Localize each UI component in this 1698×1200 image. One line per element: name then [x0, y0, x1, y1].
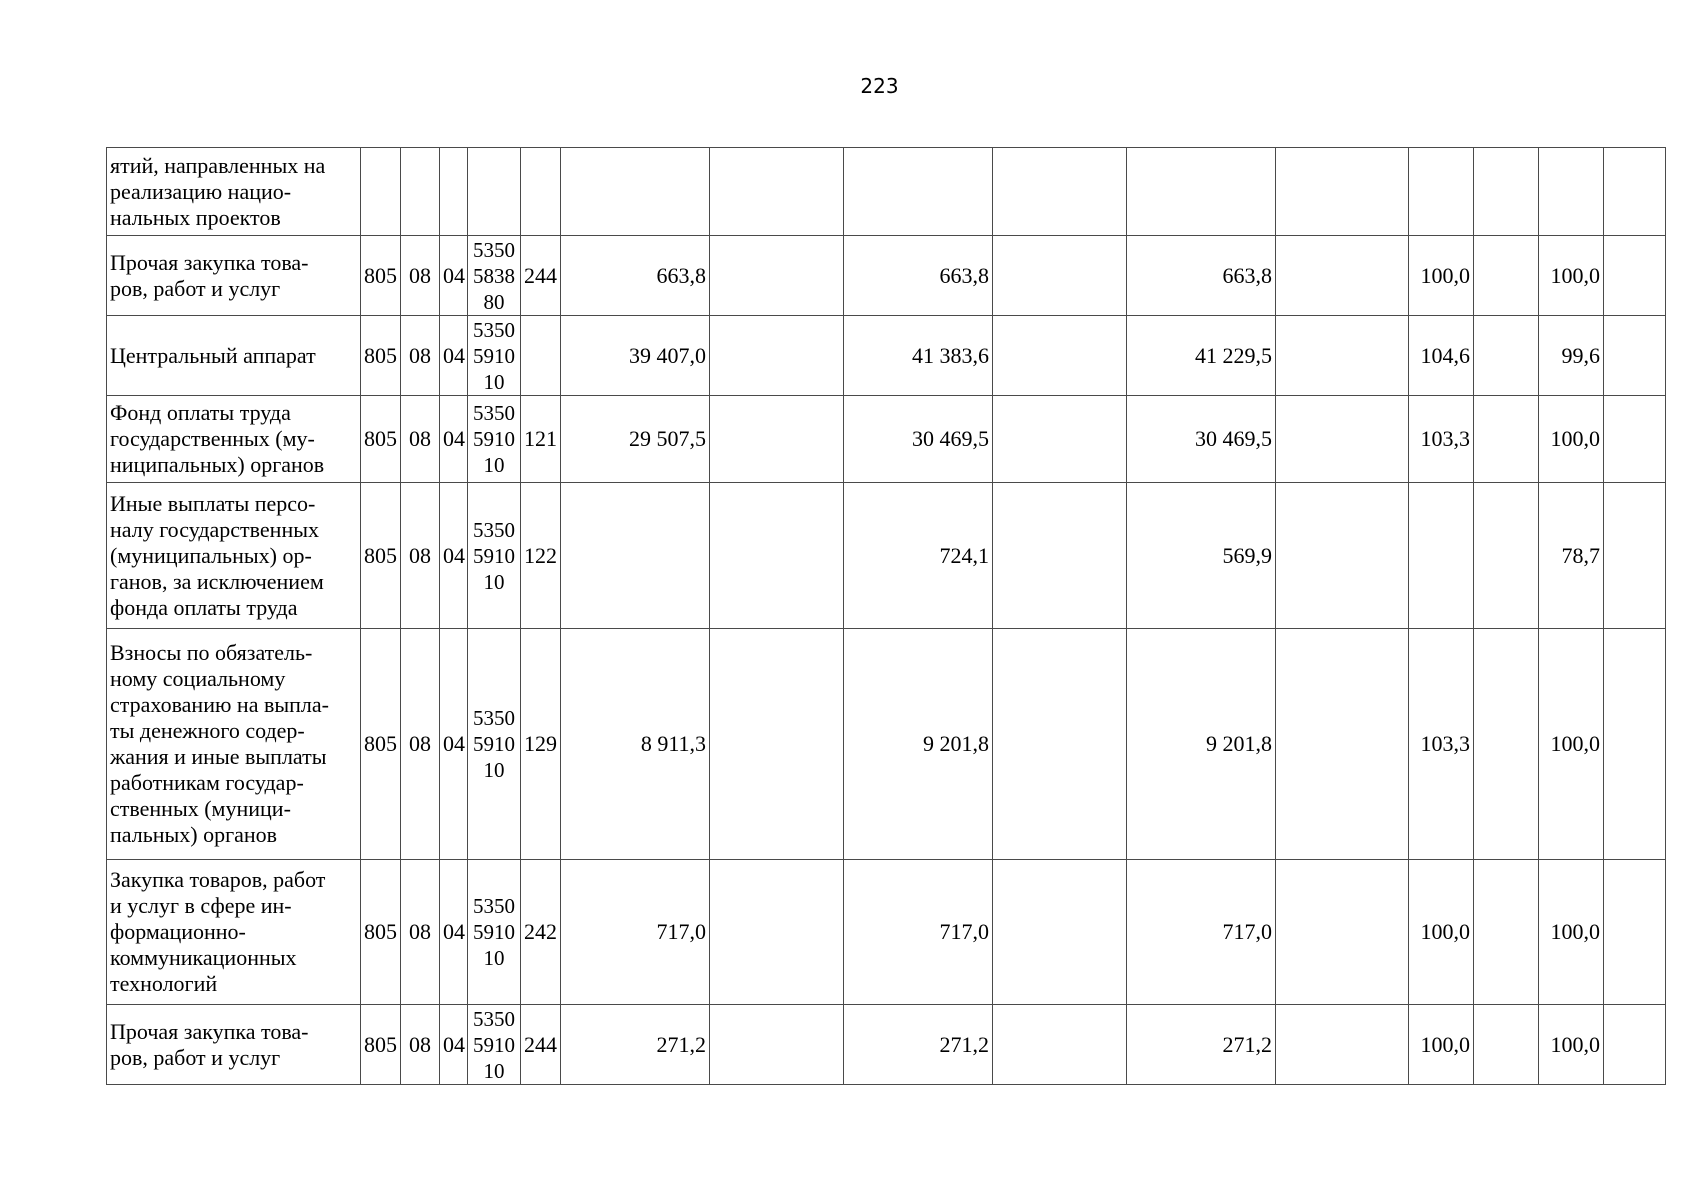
row-name-line: страхованию на выпла- [110, 692, 329, 717]
target-article-line: 5910 [473, 427, 515, 451]
target-article-line: 5350 [473, 317, 515, 342]
row-name-line: налу государственных [110, 516, 320, 542]
empty-cell [1276, 148, 1409, 236]
table-row [107, 629, 1666, 860]
target-article-line: 5350 [473, 706, 515, 730]
subsection-code-cell [440, 148, 468, 236]
plan-amount-cell [561, 148, 710, 236]
row-name-line: ному социальному [110, 666, 286, 691]
ved-code-cell: 805 [361, 236, 401, 316]
row-name-line: пальных) органов [110, 822, 278, 847]
target-article-cell [468, 629, 521, 860]
executed-amount-cell: 569,9 [1127, 483, 1276, 629]
target-article-line: 5350 [473, 894, 515, 918]
row-name-line: ниципальных) органов [110, 452, 325, 477]
row-name-cell [107, 316, 361, 396]
empty-cell [993, 316, 1127, 396]
subsection-code-cell: 04 [440, 316, 468, 396]
table-row [107, 483, 1666, 629]
table-row [107, 1005, 1666, 1085]
section-code-cell: 08 [401, 236, 440, 316]
executed-amount-cell: 271,2 [1127, 1005, 1276, 1085]
empty-cell [710, 236, 844, 316]
row-name-line: Закупка товаров, работ [110, 867, 326, 892]
section-code-cell: 08 [401, 316, 440, 396]
row-name-cell [107, 1005, 361, 1085]
expense-type-cell: 244 [521, 1005, 561, 1085]
table-row [107, 396, 1666, 483]
empty-cell [1276, 396, 1409, 483]
empty-cell [1474, 236, 1539, 316]
target-article-cell [468, 860, 521, 1005]
target-article-cell [468, 396, 521, 483]
plan-amount-cell [561, 483, 710, 629]
target-article-cell [468, 483, 521, 629]
row-name-cell [107, 396, 361, 483]
section-code-cell: 08 [401, 860, 440, 1005]
row-name-line: Фонд оплаты труда [110, 400, 291, 425]
row-name-line: реализацию нацио- [110, 178, 292, 204]
empty-cell [1474, 396, 1539, 483]
executed-amount-cell [1127, 148, 1276, 236]
empty-cell [710, 316, 844, 396]
section-code-cell: 08 [401, 396, 440, 483]
empty-cell [993, 396, 1127, 483]
percent-of-refined-cell: 100,0 [1539, 1005, 1604, 1085]
refined-amount-cell: 663,8 [844, 236, 993, 316]
expense-type-cell: 121 [521, 396, 561, 483]
row-name-cell [107, 483, 361, 629]
expense-type-cell [521, 148, 561, 236]
refined-amount-cell [844, 148, 993, 236]
percent-of-refined-cell: 100,0 [1539, 629, 1604, 860]
empty-cell [710, 629, 844, 860]
empty-cell [1474, 316, 1539, 396]
row-name-line: формационно- [110, 919, 246, 944]
target-article-cell [468, 1005, 521, 1085]
target-article-cell [468, 316, 521, 396]
subsection-code-cell: 04 [440, 396, 468, 483]
target-article-line: 5910 [473, 732, 515, 756]
ved-code-cell: 805 [361, 1005, 401, 1085]
percent-of-plan-cell: 100,0 [1409, 1005, 1474, 1085]
row-name-line: работникам государ- [110, 770, 304, 795]
empty-cell [1474, 148, 1539, 236]
empty-cell [710, 148, 844, 236]
section-code-cell [401, 148, 440, 236]
empty-cell [1604, 1005, 1666, 1085]
expense-type-cell: 129 [521, 629, 561, 860]
empty-cell [1474, 1005, 1539, 1085]
target-article-line: 5350 [473, 517, 515, 542]
target-article-cell [468, 236, 521, 316]
ved-code-cell: 805 [361, 860, 401, 1005]
row-name-line: Иные выплаты персо- [110, 490, 316, 516]
empty-cell [1604, 396, 1666, 483]
percent-of-refined-cell: 100,0 [1539, 396, 1604, 483]
empty-cell [1474, 483, 1539, 629]
target-article-line: 5838 [473, 263, 515, 288]
table-body [107, 148, 1666, 1085]
row-name-cell [107, 236, 361, 316]
percent-of-refined-cell: 99,6 [1539, 316, 1604, 396]
budget-table [106, 147, 1666, 1085]
expense-type-cell: 122 [521, 483, 561, 629]
row-name-line: жания и иные выплаты [110, 744, 327, 769]
empty-cell [1604, 148, 1666, 236]
executed-amount-cell: 9 201,8 [1127, 629, 1276, 860]
refined-amount-cell: 717,0 [844, 860, 993, 1005]
page-number: 223 [860, 74, 899, 98]
row-name-line: ров, работ и услуг [110, 275, 281, 301]
subsection-code-cell: 04 [440, 1005, 468, 1085]
row-name-line: Взносы по обязатель- [110, 640, 313, 665]
expense-type-cell: 242 [521, 860, 561, 1005]
target-article-line: 10 [483, 369, 505, 394]
refined-amount-cell: 9 201,8 [844, 629, 993, 860]
empty-cell [1276, 316, 1409, 396]
table-row [107, 148, 1666, 236]
target-article-line: 10 [483, 758, 505, 782]
refined-amount-cell: 271,2 [844, 1005, 993, 1085]
ved-code-cell: 805 [361, 316, 401, 396]
executed-amount-cell: 41 229,5 [1127, 316, 1276, 396]
empty-cell [1276, 860, 1409, 1005]
empty-cell [993, 236, 1127, 316]
percent-of-plan-cell: 100,0 [1409, 860, 1474, 1005]
empty-cell [710, 860, 844, 1005]
row-name-line: технологий [110, 971, 218, 996]
percent-of-refined-cell [1539, 148, 1604, 236]
row-name-cell [107, 860, 361, 1005]
empty-cell [1604, 236, 1666, 316]
ved-code-cell: 805 [361, 396, 401, 483]
row-name-line: государственных (му- [110, 426, 315, 451]
section-code-cell: 08 [401, 1005, 440, 1085]
plan-amount-cell: 717,0 [561, 860, 710, 1005]
empty-cell [1276, 1005, 1409, 1085]
target-article-line: 5910 [473, 543, 515, 568]
target-article-line: 5910 [473, 920, 515, 944]
row-name-line: коммуникационных [110, 945, 297, 970]
subsection-code-cell: 04 [440, 236, 468, 316]
empty-cell [993, 860, 1127, 1005]
percent-of-plan-cell: 103,3 [1409, 396, 1474, 483]
percent-of-plan-cell: 100,0 [1409, 236, 1474, 316]
plan-amount-cell: 663,8 [561, 236, 710, 316]
percent-of-plan-cell: 103,3 [1409, 629, 1474, 860]
row-name-line: Прочая закупка това- [110, 249, 309, 275]
target-article-line: 5910 [473, 343, 515, 368]
empty-cell [1604, 629, 1666, 860]
row-name-line: ты денежного содер- [110, 718, 305, 743]
target-article-line: 10 [483, 453, 505, 477]
empty-cell [993, 148, 1127, 236]
row-name-line: Прочая закупка това- [110, 1018, 309, 1044]
refined-amount-cell: 724,1 [844, 483, 993, 629]
empty-cell [993, 629, 1127, 860]
empty-cell [1276, 629, 1409, 860]
target-article-cell [468, 148, 521, 236]
row-name-line: ров, работ и услуг [110, 1044, 281, 1070]
empty-cell [1604, 483, 1666, 629]
target-article-line: 10 [483, 569, 505, 594]
row-name-line: ственных (муници- [110, 796, 291, 821]
empty-cell [1276, 483, 1409, 629]
plan-amount-cell: 271,2 [561, 1005, 710, 1085]
empty-cell [710, 396, 844, 483]
row-name-line: (муниципальных) ор- [110, 542, 312, 568]
empty-cell [1474, 860, 1539, 1005]
empty-cell [1276, 236, 1409, 316]
table-row [107, 316, 1666, 396]
empty-cell [1604, 316, 1666, 396]
table-row [107, 236, 1666, 316]
target-article-line: 10 [483, 946, 505, 970]
executed-amount-cell: 717,0 [1127, 860, 1276, 1005]
empty-cell [1474, 629, 1539, 860]
target-article-line: 10 [483, 1058, 505, 1083]
ved-code-cell [361, 148, 401, 236]
ved-code-cell: 805 [361, 629, 401, 860]
percent-of-refined-cell: 100,0 [1539, 860, 1604, 1005]
row-name-line: и услуг в сфере ин- [110, 893, 292, 918]
subsection-code-cell: 04 [440, 629, 468, 860]
refined-amount-cell: 41 383,6 [844, 316, 993, 396]
percent-of-plan-cell [1409, 148, 1474, 236]
table-row [107, 860, 1666, 1005]
row-name-line: ганов, за исключением [110, 568, 324, 594]
plan-amount-cell: 8 911,3 [561, 629, 710, 860]
executed-amount-cell: 663,8 [1127, 236, 1276, 316]
section-code-cell: 08 [401, 483, 440, 629]
section-code-cell: 08 [401, 629, 440, 860]
plan-amount-cell: 39 407,0 [561, 316, 710, 396]
target-article-line: 5350 [473, 1006, 515, 1031]
expense-type-cell: 244 [521, 236, 561, 316]
target-article-line: 5910 [473, 1032, 515, 1057]
empty-cell [710, 1005, 844, 1085]
row-name-line: фонда оплаты труда [110, 594, 298, 620]
subsection-code-cell: 04 [440, 860, 468, 1005]
ved-code-cell: 805 [361, 483, 401, 629]
empty-cell [1604, 860, 1666, 1005]
target-article-line: 80 [483, 289, 505, 314]
row-name-cell [107, 148, 361, 236]
empty-cell [993, 483, 1127, 629]
target-article-line: 5350 [473, 237, 515, 262]
refined-amount-cell: 30 469,5 [844, 396, 993, 483]
percent-of-plan-cell: 104,6 [1409, 316, 1474, 396]
row-name-line: ятий, направленных на [110, 152, 326, 178]
executed-amount-cell: 30 469,5 [1127, 396, 1276, 483]
row-name-line: нальных проектов [110, 204, 281, 230]
percent-of-refined-cell: 100,0 [1539, 236, 1604, 316]
percent-of-plan-cell [1409, 483, 1474, 629]
expense-type-cell [521, 316, 561, 396]
row-name-line: Центральный аппарат [110, 342, 316, 368]
plan-amount-cell: 29 507,5 [561, 396, 710, 483]
row-name-cell [107, 629, 361, 860]
subsection-code-cell: 04 [440, 483, 468, 629]
empty-cell [993, 1005, 1127, 1085]
empty-cell [710, 483, 844, 629]
percent-of-refined-cell: 78,7 [1539, 483, 1604, 629]
target-article-line: 5350 [473, 401, 515, 425]
